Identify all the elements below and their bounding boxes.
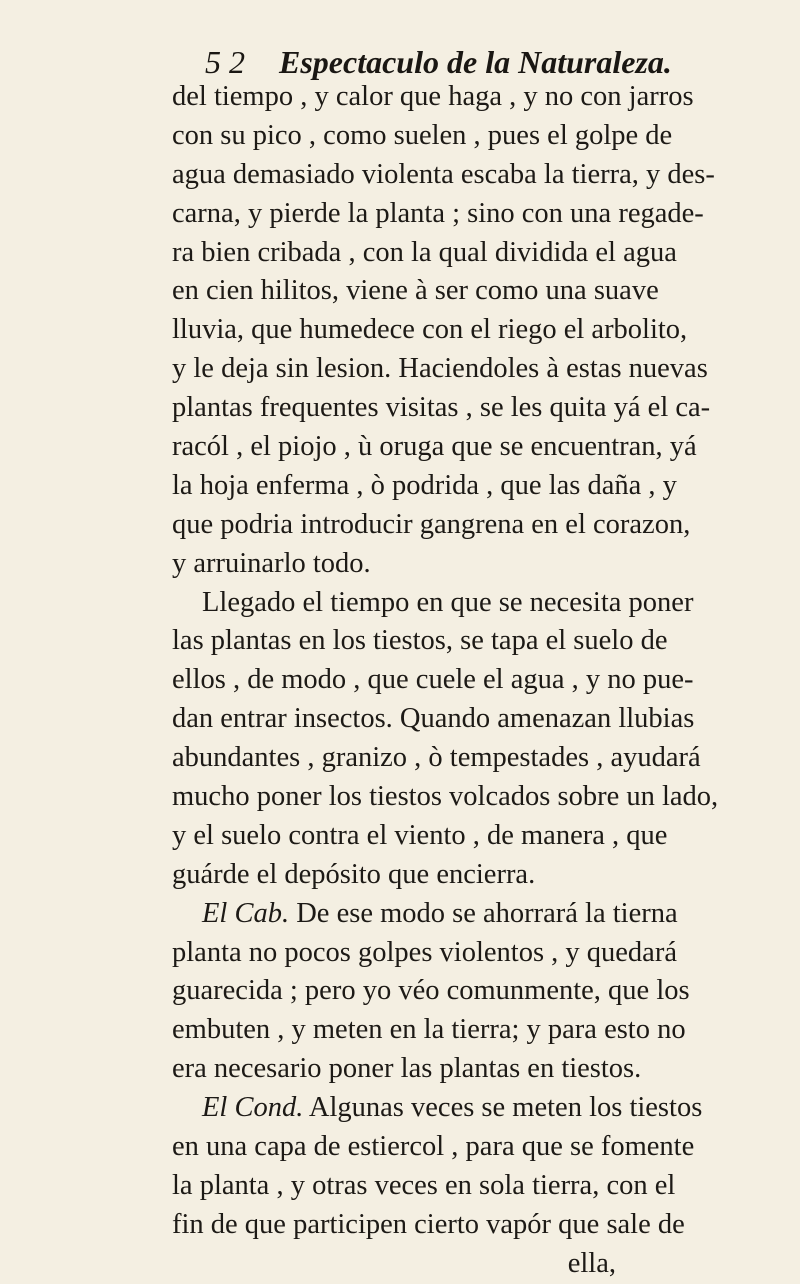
text-line: con su pico , como suelen , pues el golpe de — [172, 119, 673, 151]
text-line-content: De ese modo se ahorrará la tierna — [296, 897, 678, 929]
page-header — [205, 44, 672, 81]
speaker-label: El Cond. — [202, 1092, 304, 1124]
text-line: racól , el piojo , ù oruga que se encuentran, yá — [172, 431, 697, 463]
text-line: lluvia, que humedece con el riego el arbolito, — [172, 314, 688, 346]
text-line: que podria introducir gangrena en el corazon, — [172, 508, 691, 540]
text-line: Llegado el tiempo en que se necesita poner — [202, 586, 694, 618]
speaker-label: El Cab. — [202, 897, 290, 929]
text-line: del tiempo , y calor que haga , y no con jarros — [172, 81, 694, 112]
running-title: Espectaculo de la Naturaleza. — [279, 44, 672, 80]
text-line: embuten , y meten en la tierra; y para esto no — [172, 1014, 686, 1046]
text-line: guarecida ; pero yo véo comunmente, que los — [172, 975, 690, 1007]
text-line: ra bien cribada , con la qual dividida el agua — [172, 236, 677, 268]
text-line: carna, y pierde la planta ; sino con una regade- — [172, 197, 704, 229]
text-line: y arruinarlo todo. — [172, 547, 371, 579]
text-line: abundantes , granizo , ò tempestades , ayudará — [172, 742, 701, 774]
text-line: en cien hilitos, viene à ser como una suave — [172, 275, 659, 307]
text-line-content: Algunas veces se meten los tiestos — [308, 1092, 703, 1124]
page-number: 5 2 — [205, 44, 245, 80]
text-line: plantas frequentes visitas , se les quita yá el ca- — [172, 392, 711, 424]
text-line: planta no pocos golpes violentos , y quedará — [172, 936, 677, 968]
text-line: las plantas en los tiestos, se tapa el suelo de — [172, 625, 668, 657]
text-line: y le deja sin lesion. Haciendoles à estas nuevas — [172, 353, 708, 385]
text-line: mucho poner los tiestos volcados sobre un lado, — [172, 781, 719, 813]
text-line: en una capa de estiercol , para que se fomente — [172, 1131, 695, 1163]
text-line: agua demasiado violenta escaba la tierra, y des- — [172, 158, 715, 190]
text-line: dan entrar insectos. Quando amenazan llubias — [172, 703, 695, 735]
text-line — [172, 1089, 703, 1128]
text-line: fin de que participen cierto vapór que sale de — [172, 1208, 685, 1240]
text-line: la hoja enferma , ò podrida , que las daña , y — [172, 469, 677, 501]
text-line: guárde el depósito que encierra. — [172, 858, 536, 890]
text-line: era necesario poner las plantas en tiestos. — [172, 1053, 642, 1085]
catchword: ella, — [567, 1247, 616, 1279]
text-line: la planta , y otras veces en sola tierra, con el — [172, 1169, 676, 1201]
text-line: y el suelo contra el viento , de manera , que — [172, 819, 668, 851]
text-line: ellos , de modo , que cuele el agua , y no pue- — [172, 664, 694, 696]
text-line — [172, 895, 678, 934]
body-text — [172, 78, 719, 1284]
